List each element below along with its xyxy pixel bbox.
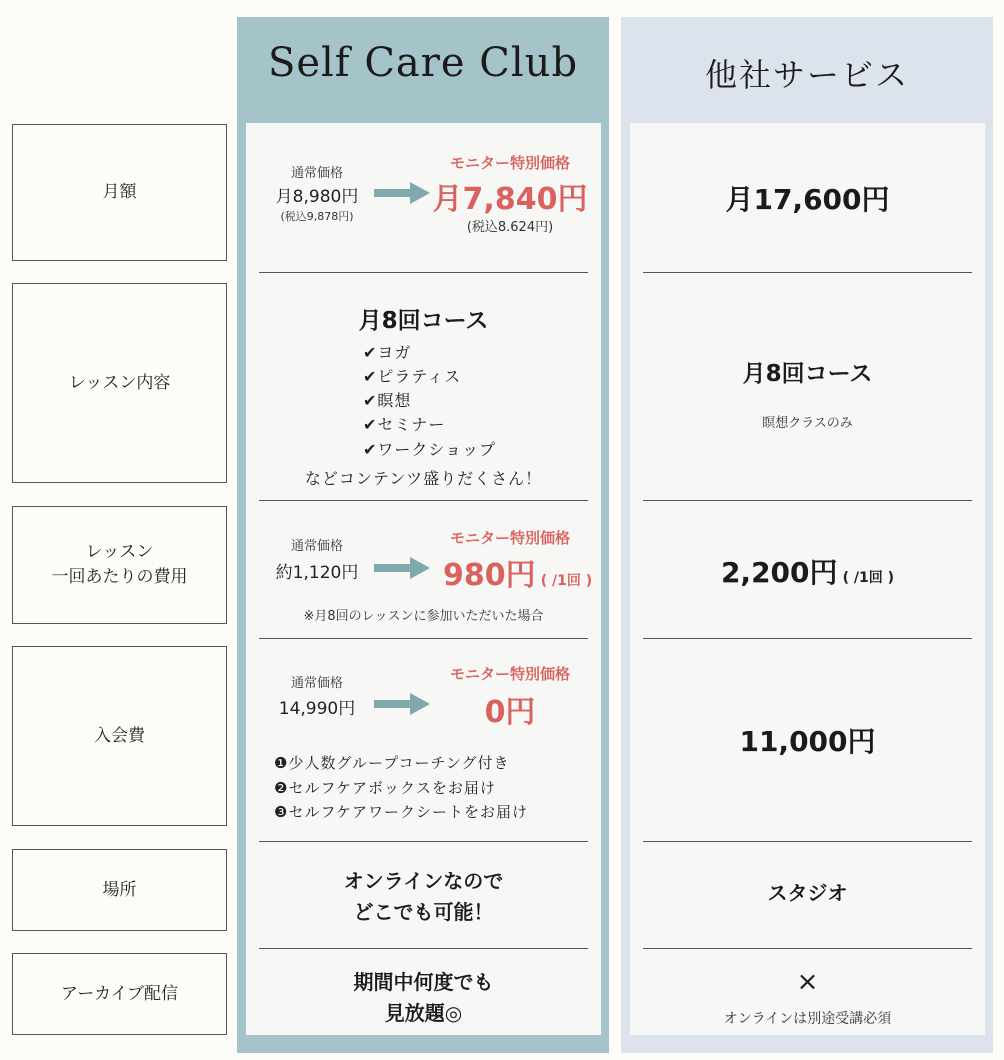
theirs-archive-note: オンラインは別途受講必須 [723, 1011, 892, 1027]
entry-monitor-price: 0円 [484, 695, 536, 730]
monthly-regular-tax: (税込9,878円) [280, 210, 354, 223]
lessons-course: 月8回コース [358, 308, 489, 334]
divider [643, 500, 972, 501]
divider [643, 638, 972, 639]
entry-monitor-label: モニター特別価格 [449, 665, 570, 683]
divider [643, 841, 972, 842]
theirs-archive-mark: × [796, 967, 819, 997]
arrow-icon [374, 693, 430, 715]
lessons-note: などコンテンツ盛りだくさん！ [304, 469, 543, 488]
label-archive: アーカイブ配信 [12, 953, 227, 1035]
lesson-item: ✔ワークショップ [363, 440, 497, 459]
lesson-item: ✔瞑想 [363, 391, 412, 410]
theirs-entry-fee: 11,000円 [739, 725, 876, 758]
place-line2: どこでも可能！ [353, 900, 494, 924]
label-monthly: 月額 [12, 124, 227, 261]
divider [643, 948, 972, 949]
divider [259, 948, 588, 949]
per-lesson-monitor-price: 980円 [443, 558, 536, 593]
divider [643, 272, 972, 273]
place-line1: オンラインなので [343, 869, 504, 893]
theirs-lessons-course: 月8回コース [742, 361, 873, 387]
per-lesson-monitor-label: モニター特別価格 [449, 529, 570, 547]
arrow-icon [374, 557, 430, 579]
label-place: 場所 [12, 849, 227, 931]
divider [259, 638, 588, 639]
ours-header: Self Care Club [267, 40, 579, 86]
lesson-item: ✔ヨガ [363, 343, 412, 362]
per-lesson-monitor-unit: ( /1回 ) [540, 573, 593, 589]
perk-item: ❸セルフケアワークシートをお届け [274, 803, 528, 821]
divider [259, 272, 588, 273]
theirs-per-lesson-unit: ( /1回 ) [842, 570, 895, 586]
theirs-lessons-note: 瞑想クラスのみ [762, 416, 853, 431]
perk-item: ❶少人数グループコーチング付き [274, 754, 510, 772]
divider [259, 841, 588, 842]
lesson-item: ✔セミナー [363, 415, 446, 434]
monthly-monitor-label: モニター特別価格 [449, 154, 570, 172]
label-per-lesson: レッスン 一回あたりの費用 [12, 506, 227, 624]
monthly-monitor-price: 月7,840円 [432, 182, 588, 217]
per-lesson-regular-price: 約1,120円 [275, 563, 359, 583]
divider [259, 500, 588, 501]
per-lesson-note: ※月8回のレッスンに参加いただいた場合 [303, 609, 544, 624]
archive-line1: 期間中何度でも [353, 970, 494, 994]
entry-regular-price: 14,990円 [278, 699, 356, 719]
theirs-place: スタジオ [767, 881, 848, 905]
theirs-per-lesson-price: 2,200円 [720, 556, 838, 589]
label-lessons: レッスン内容 [12, 283, 227, 483]
theirs-per-lesson-group [630, 551, 985, 591]
perk-item: ❷セルフケアボックスをお届け [274, 779, 496, 797]
per-lesson-regular-label: 通常価格 [290, 539, 343, 554]
label-entry-fee: 入会費 [12, 646, 227, 826]
theirs-header: 他社サービス [704, 56, 909, 94]
theirs-monthly: 月17,600円 [725, 183, 890, 216]
arrow-icon [374, 182, 430, 204]
monthly-monitor-tax: (税込8.624円) [466, 220, 554, 235]
lesson-item: ✔ピラティス [363, 367, 462, 386]
monthly-regular-label: 通常価格 [290, 166, 343, 181]
archive-line2: 見放題◎ [384, 1001, 463, 1025]
per-lesson-monitor-group [443, 550, 592, 594]
monthly-regular-price: 月8,980円 [275, 187, 359, 207]
entry-regular-label: 通常価格 [290, 676, 343, 691]
